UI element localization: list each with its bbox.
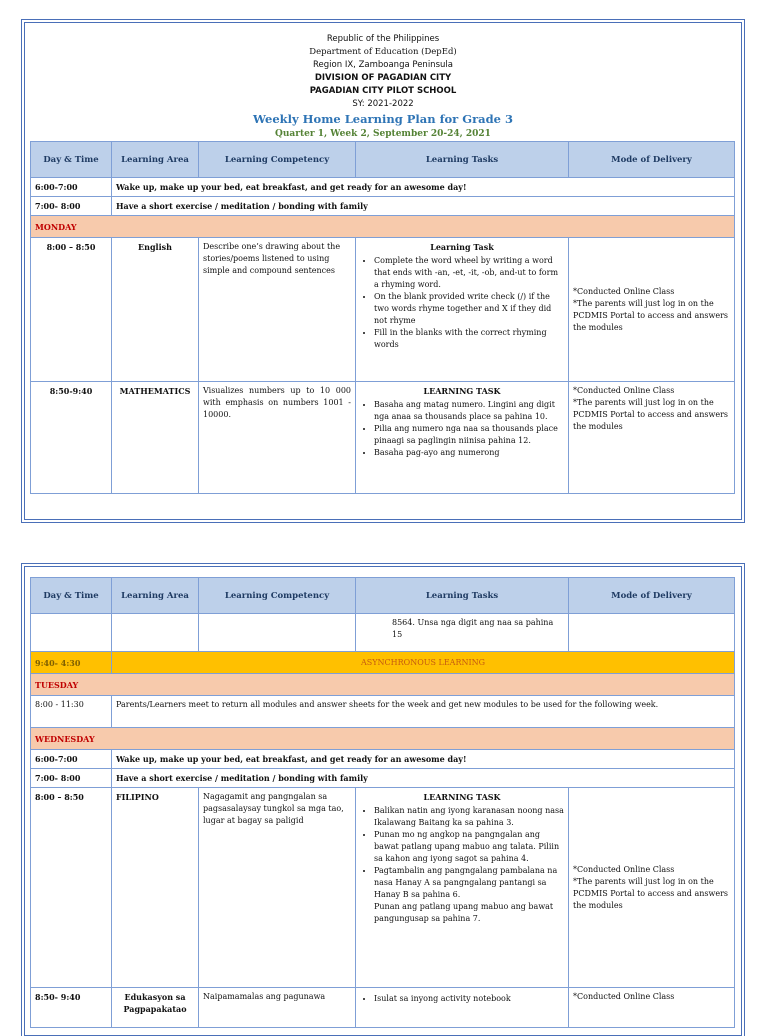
task-continuation: 8564. Unsa nga digit ang naa sa pahina 15	[392, 618, 554, 639]
learning-plan-table-continued	[30, 577, 735, 1028]
col-learning-competency: Learning Competency	[199, 142, 356, 178]
time-cell: 8:00 – 8:50	[31, 788, 112, 988]
tasks-cell	[356, 788, 569, 988]
time-cell: 7:00- 8:00	[31, 769, 112, 788]
time-cell: 8:00 - 11:30	[31, 696, 112, 728]
competency-cell	[199, 614, 356, 652]
table-header-row	[31, 578, 735, 614]
mode-line: *Conducted Online Class	[573, 386, 675, 395]
time-cell: 6:00-7:00	[31, 178, 112, 197]
header-region: Region IX, Zamboanga Peninsula	[313, 60, 453, 70]
mode-cell: *Conducted Online Class	[569, 988, 735, 1028]
col-day-time: Day & Time	[31, 578, 112, 614]
area-cell: English	[112, 238, 199, 382]
mode-line: *The parents will just log in on the PCDMIS Portal to access and answers the modules	[573, 298, 728, 332]
mode-cell	[569, 382, 735, 494]
document-page-2	[24, 566, 742, 1036]
list-item: • Pilia ang numero nga naa sa thousands place pinaagi sa paglingin niinisa pahina 12.	[374, 423, 564, 447]
list-item: • Punan mo ng angkop na pangngalan ang bawat patlang upang mabuo ang talata. Piliin sa kahon ang iyong sagot sa pahina 4.	[374, 829, 564, 865]
table-row	[31, 178, 735, 197]
col-mode-of-delivery: Mode of Delivery	[569, 142, 735, 178]
task-extra: Punan ang patlang upang mabuo ang bawat pangungusap sa pahina 7.	[374, 902, 554, 923]
col-day-time: Day & Time	[31, 142, 112, 178]
routine-cell: Have a short exercise / meditation / bonding with family	[112, 197, 735, 216]
header-school: PAGADIAN CITY PILOT SCHOOL	[309, 86, 457, 96]
mode-cell	[569, 788, 735, 988]
time-cell: 8:00 – 8:50	[31, 238, 112, 382]
competency-cell: Naipamamalas ang pagunawa	[199, 988, 356, 1028]
table-row	[31, 788, 735, 988]
header-sy: SY: 2021-2022	[352, 99, 414, 109]
col-mode-of-delivery: Mode of Delivery	[569, 578, 735, 614]
day-row-wednesday	[31, 728, 735, 750]
async-label: ASYNCHRONOUS LEARNING	[112, 652, 735, 674]
plan-subtitle: Quarter 1, Week 2, September 20-24, 2021	[275, 129, 491, 139]
area-cell: FILIPINO	[112, 788, 199, 988]
header-republic: Republic of the Philippines	[326, 34, 440, 44]
day-row-tuesday	[31, 674, 735, 696]
tasks-cell	[356, 614, 569, 652]
list-item: • Fill in the blanks with the correct rhyming words	[374, 327, 564, 351]
mode-line: *Conducted Online Class	[573, 864, 675, 874]
tasks-cell	[356, 382, 569, 494]
mode-cell	[569, 238, 735, 382]
area-cell: MATHEMATICS	[112, 382, 199, 494]
task-list	[360, 805, 564, 901]
task-list	[360, 399, 564, 459]
table-row	[31, 769, 735, 788]
task-title: LEARNING TASK	[423, 386, 501, 396]
time-cell: 8:50- 9:40	[31, 988, 112, 1028]
col-learning-competency: Learning Competency	[199, 578, 356, 614]
list-item: • Complete the word wheel by writing a word that ends with -an, -et, -it, -ob, and-ut to form a rhyming word.	[374, 255, 564, 291]
routine-cell: Wake up, make up your bed, eat breakfast, and get ready for an awesome day!	[112, 750, 735, 769]
learning-plan-table	[30, 141, 735, 494]
list-item: • Basaha pag-ayo ang numerong	[374, 447, 564, 459]
routine-cell: Have a short exercise / meditation / bonding with family	[112, 769, 735, 788]
table-row	[31, 750, 735, 769]
async-row	[31, 652, 735, 674]
mode-line: *The parents will just log in on the PCDMIS Portal to access and answers the modules	[573, 398, 728, 431]
time-cell	[31, 614, 112, 652]
area-cell	[112, 614, 199, 652]
header-division: DIVISION OF PAGADIAN CITY	[314, 73, 452, 83]
day-label: TUESDAY	[31, 674, 735, 696]
mode-line: *Conducted Online Class	[573, 286, 675, 296]
document-page-1	[24, 22, 742, 520]
routine-cell: Wake up, make up your bed, eat breakfast, and get ready for an awesome day!	[112, 178, 735, 197]
task-title: Learning Task	[430, 242, 494, 252]
list-item: • Isulat sa inyong activity notebook	[374, 993, 564, 1005]
task-list	[360, 255, 564, 351]
list-item: • Basaha ang matag numero. Lingini ang digit nga anaa sa thousands place sa pahina 10.	[374, 399, 564, 423]
col-learning-area: Learning Area	[112, 142, 199, 178]
table-row	[31, 238, 735, 382]
task-title: LEARNING TASK	[423, 792, 501, 802]
table-row	[31, 988, 735, 1028]
routine-cell: Parents/Learners meet to return all modules and answer sheets for the week and get new modules to be used for the following week.	[112, 696, 735, 728]
task-list	[360, 993, 564, 1005]
tasks-cell	[356, 238, 569, 382]
document-header	[25, 23, 741, 141]
mode-cell	[569, 614, 735, 652]
competency-cell: Describe one’s drawing about the stories/poems listened to using simple and compound sentences	[199, 238, 356, 382]
list-item: • On the blank provided write check (/) if the two words rhyme together and X if they did not rhyme	[374, 291, 564, 327]
tasks-cell	[356, 988, 569, 1028]
day-row-monday	[31, 216, 735, 238]
table-header-row	[31, 142, 735, 178]
time-cell: 7:00- 8:00	[31, 197, 112, 216]
header-deped: Department of Education (DepEd)	[309, 47, 457, 57]
competency-cell: Visualizes numbers up to 10 000 with emphasis on numbers 1001 - 10000.	[199, 382, 356, 494]
mode-line: *The parents will just log in on the PCDMIS Portal to access and answers the modules	[573, 876, 728, 910]
time-cell: 9:40- 4:30	[31, 652, 112, 674]
col-learning-tasks: Learning Tasks	[356, 142, 569, 178]
plan-title: Weekly Home Learning Plan for Grade 3	[253, 112, 513, 126]
table-row	[31, 696, 735, 728]
day-label: MONDAY	[31, 216, 735, 238]
table-row	[31, 382, 735, 494]
day-label: WEDNESDAY	[31, 728, 735, 750]
table-row	[31, 197, 735, 216]
col-learning-area: Learning Area	[112, 578, 199, 614]
competency-cell: Nagagamit ang pangngalan sa pagsasalaysay tungkol sa mga tao, lugar at bagay sa paligid	[199, 788, 356, 988]
col-learning-tasks: Learning Tasks	[356, 578, 569, 614]
time-cell: 8:50-9:40	[31, 382, 112, 494]
list-item: • Balikan natin ang iyong karanasan noong nasa Ikalawang Baitang ka sa pahina 3.	[374, 805, 564, 829]
list-item: • Pagtambalin ang pangngalang pambalana na nasa Hanay A sa pangngalang pantangi sa Hanay B sa pahina 6.	[374, 865, 564, 901]
time-cell: 6:00-7:00	[31, 750, 112, 769]
table-row	[31, 614, 735, 652]
area-cell: Edukasyon sa Pagpapakatao	[112, 988, 199, 1028]
